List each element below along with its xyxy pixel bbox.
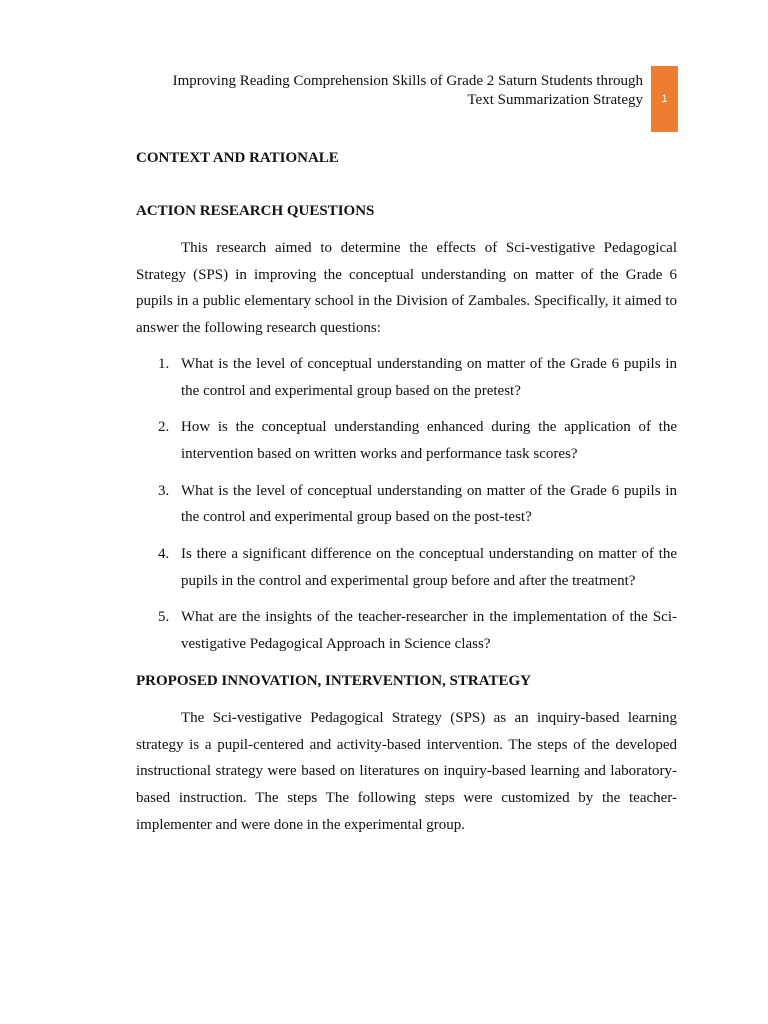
list-item-number: 2. [158,419,170,436]
list-item-text: What are the insights of the teacher-researcher in the implementation of the Sci-vestigative Pedagogical Approach in Science class? [181,609,677,653]
page-number: 1 [661,93,668,105]
list-item-number: 5. [158,609,170,626]
heading-proposed-innovation: PROPOSED INNOVATION, INTERVENTION, STRATEGY [136,672,531,689]
list-item-number: 1. [158,355,170,372]
innovation-paragraph: The Sci-vestigative Pedagogical Strategy (SPS) as an inquiry-based learning strategy is a pupil-centered and activity-based intervention. The steps of the developed instructional strategy were based on literatures on inquiry-based learning and laboratory-based instruction. The steps The following steps were customized by the teacher-implementer and were done in the experimental group. [136,709,677,833]
list-item-text: How is the conceptual understanding enhanced during the application of the intervention based on written works and performance task scores? [181,419,677,462]
list-item [136,541,677,594]
document-body [136,148,677,838]
header-title-line-2: Text Summarization Strategy [467,92,643,108]
list-item [136,604,677,657]
list-item-text: What is the level of conceptual understanding on matter of the Grade 6 pupils in the control and experimental group based on the post-test? [181,482,677,526]
list-item-text: What is the level of conceptual understanding on matter of the Grade 6 pupils in the control and experimental group based on the pretest? [181,355,677,399]
header-title-line-1: Improving Reading Comprehension Skills of Grade 2 Saturn Students through [172,73,643,89]
list-item [136,478,677,531]
heading-context-rationale: CONTEXT AND RATIONALE [136,150,339,166]
list-item-number: 3. [158,482,170,499]
list-item-text: Is there a significant difference on the conceptual understanding on matter of the pupils in the control and experimental group before and after the treatment? [181,546,677,589]
questions-intro-paragraph: This research aimed to determine the effects of Sci-vestigative Pedagogical Strategy (SPS) in improving the conceptual understanding on matter of the Grade 6 pupils in a public elementary school in the Division of Zambales. Specifically, it aimed to answer the following research questions: [136,240,677,337]
page-number-tab [651,66,678,132]
document-header-title [123,72,643,110]
list-item [136,414,677,467]
research-questions-list [136,351,677,658]
list-item-number: 4. [158,546,170,563]
heading-action-research-questions: ACTION RESEARCH QUESTIONS [136,203,375,219]
list-item [136,351,677,404]
